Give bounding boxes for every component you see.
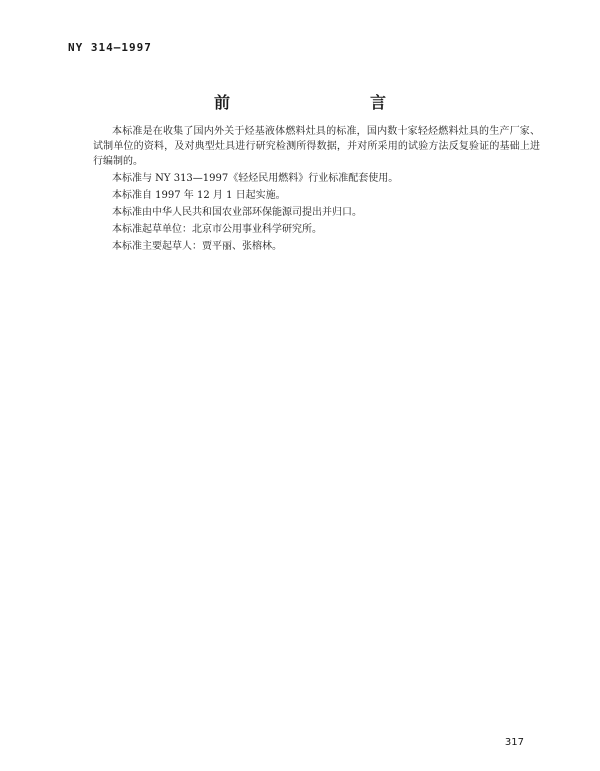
foreword-title: 前 言	[213, 93, 422, 112]
paragraph-drafting-unit: 本标准起草单位：北京市公用事业科学研究所。	[112, 224, 322, 235]
page-number: 317	[504, 737, 524, 748]
standard-code: NY 314—1997	[68, 41, 152, 54]
foreword-body	[93, 124, 540, 256]
paragraph-drafters: 本标准主要起草人：贾平丽、张榕林。	[112, 241, 282, 252]
paragraph-companion-standard: 本标准与 NY 313—1997《轻烃民用燃料》行业标准配套使用。	[112, 173, 399, 184]
paragraph-proposer: 本标准由中华人民共和国农业部环保能源司提出并归口。	[112, 207, 362, 218]
paragraph-scope: 本标准是在收集了国内外关于烃基液体燃料灶具的标准，国内数十家轻烃燃料灶具的生产厂家、试制单位的资料，及对典型灶具进行研究检测所得数据，并对所采用的试验方法反复验证的基础上进行编制的。	[93, 126, 540, 167]
paragraph-effective-date: 本标准自 1997 年 12 月 1 日起实施。	[112, 190, 286, 201]
